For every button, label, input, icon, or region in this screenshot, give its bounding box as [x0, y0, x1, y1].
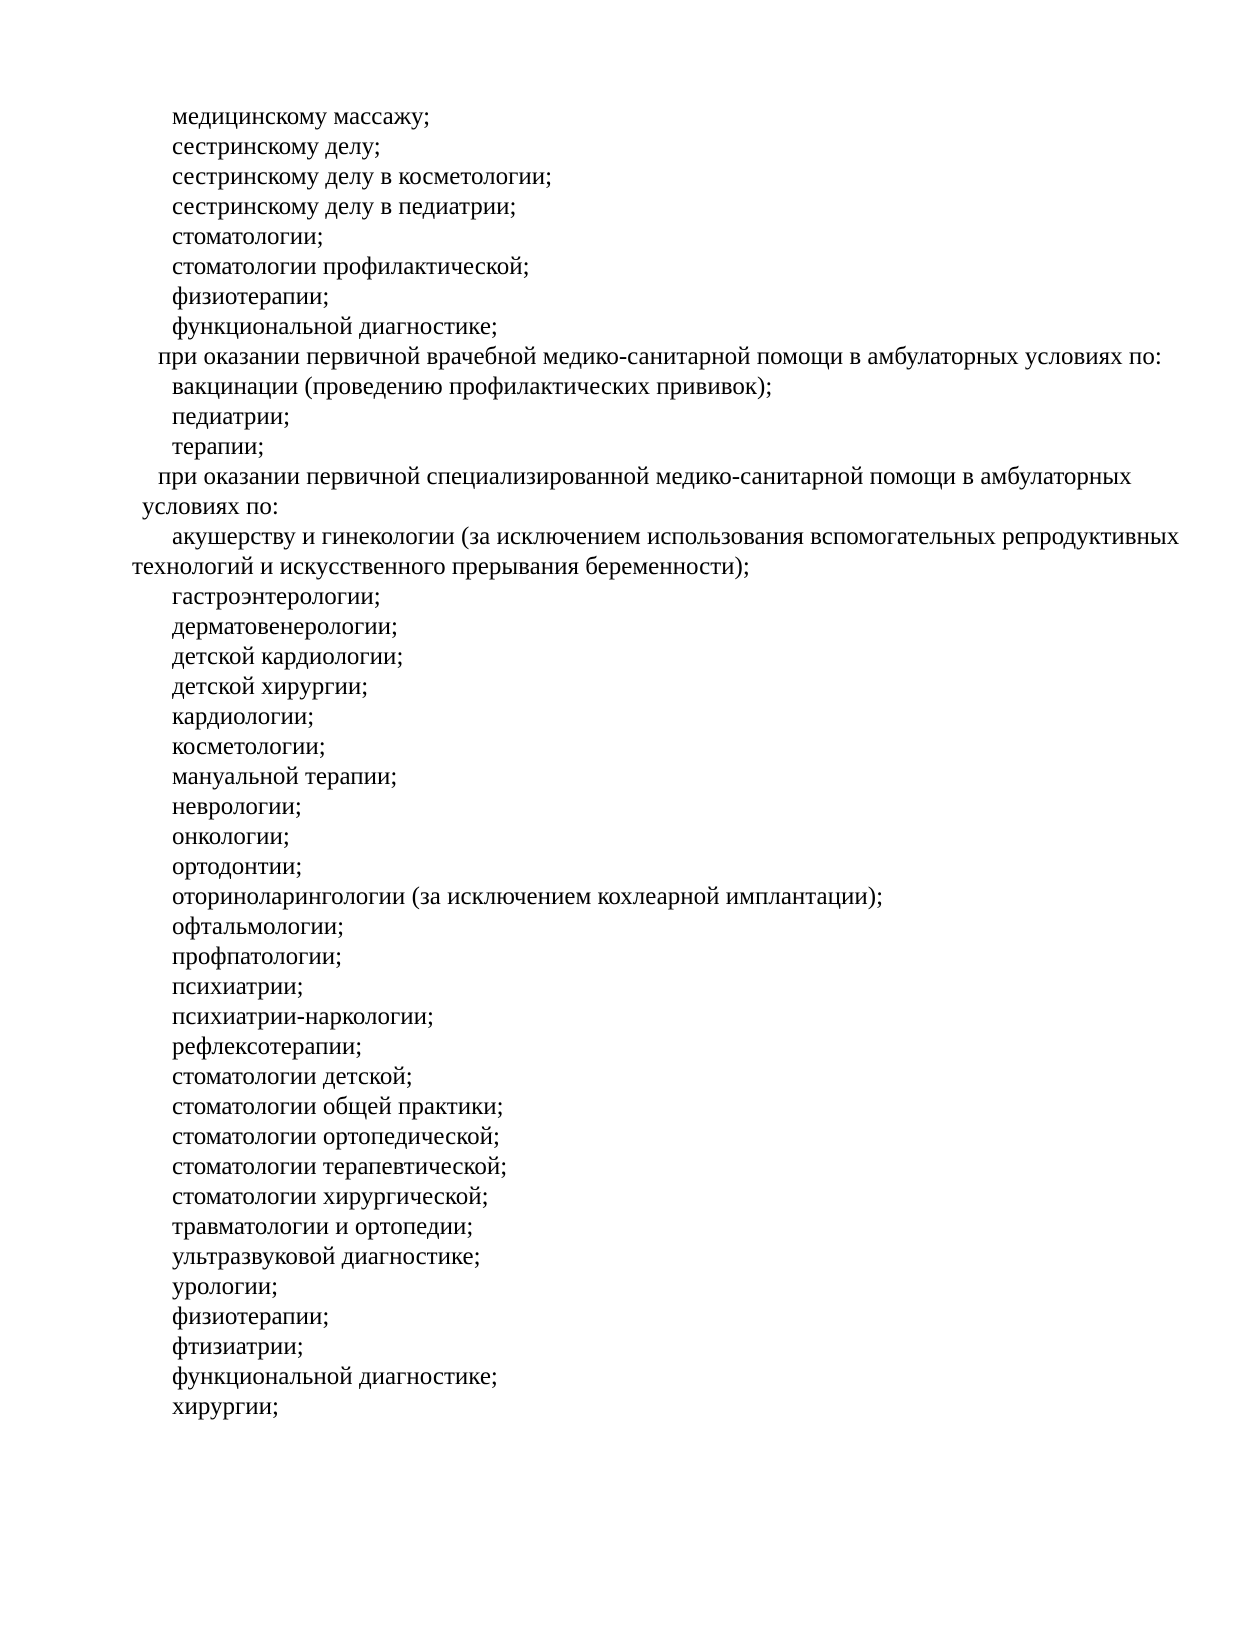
- text-line: при оказании первичной врачебной медико-санитарной помощи в амбулаторных условиях по:: [158, 343, 1162, 370]
- text-line: ортодонтии;: [172, 853, 303, 880]
- text-line: гастроэнтерологии;: [172, 583, 381, 610]
- text-line: функциональной диагностике;: [172, 1363, 498, 1390]
- text-line: мануальной терапии;: [172, 763, 398, 790]
- text-line: стоматологии общей практики;: [172, 1093, 504, 1120]
- text-line: функциональной диагностике;: [172, 313, 498, 340]
- text-line: дерматовенерологии;: [172, 613, 398, 640]
- text-line: психиатрии;: [172, 973, 304, 1000]
- text-line: акушерству и гинекологии (за исключением использования вспомогательных репродуктивных: [172, 523, 1180, 550]
- text-line: фтизиатрии;: [172, 1333, 304, 1360]
- text-line: косметологии;: [172, 733, 326, 760]
- text-line: медицинскому массажу;: [172, 103, 431, 130]
- text-line: хирургии;: [172, 1393, 280, 1420]
- text-line: вакцинации (проведению профилактических прививок);: [172, 373, 773, 400]
- text-line: при оказании первичной специализированной медико-санитарной помощи в амбулаторных: [158, 463, 1132, 490]
- text-line: психиатрии-наркологии;: [172, 1003, 434, 1030]
- text-line: стоматологии;: [172, 223, 324, 250]
- text-line: физиотерапии;: [172, 283, 330, 310]
- text-line: сестринскому делу;: [172, 133, 381, 160]
- text-line: онкологии;: [172, 823, 290, 850]
- text-line: ультразвуковой диагностике;: [172, 1243, 481, 1270]
- text-line: детской кардиологии;: [172, 643, 404, 670]
- text-line: неврологии;: [172, 793, 302, 820]
- text-line: стоматологии ортопедической;: [172, 1123, 500, 1150]
- text-line: физиотерапии;: [172, 1303, 330, 1330]
- text-line: урологии;: [172, 1273, 279, 1300]
- text-line: оториноларингологии (за исключением кохлеарной имплантации);: [172, 883, 884, 910]
- text-line: профпатологии;: [172, 943, 343, 970]
- text-line: стоматологии терапевтической;: [172, 1153, 508, 1180]
- text-line: офтальмологии;: [172, 913, 345, 940]
- text-line: стоматологии хирургической;: [172, 1183, 489, 1210]
- text-line: кардиологии;: [172, 703, 315, 730]
- text-line: детской хирургии;: [172, 673, 369, 700]
- text-line: сестринскому делу в косметологии;: [172, 163, 553, 190]
- text-line: терапии;: [172, 433, 265, 460]
- text-line: травматологии и ортопедии;: [172, 1213, 474, 1240]
- text-line: условиях по:: [142, 493, 279, 520]
- text-line: стоматологии профилактической;: [172, 253, 530, 280]
- text-line: сестринскому делу в педиатрии;: [172, 193, 517, 220]
- text-line: педиатрии;: [172, 403, 291, 430]
- text-line: технологий и искусственного прерывания беременности);: [132, 553, 750, 580]
- text-line: рефлексотерапии;: [172, 1033, 363, 1060]
- text-line: стоматологии детской;: [172, 1063, 413, 1090]
- license-services-text: [132, 102, 1220, 1422]
